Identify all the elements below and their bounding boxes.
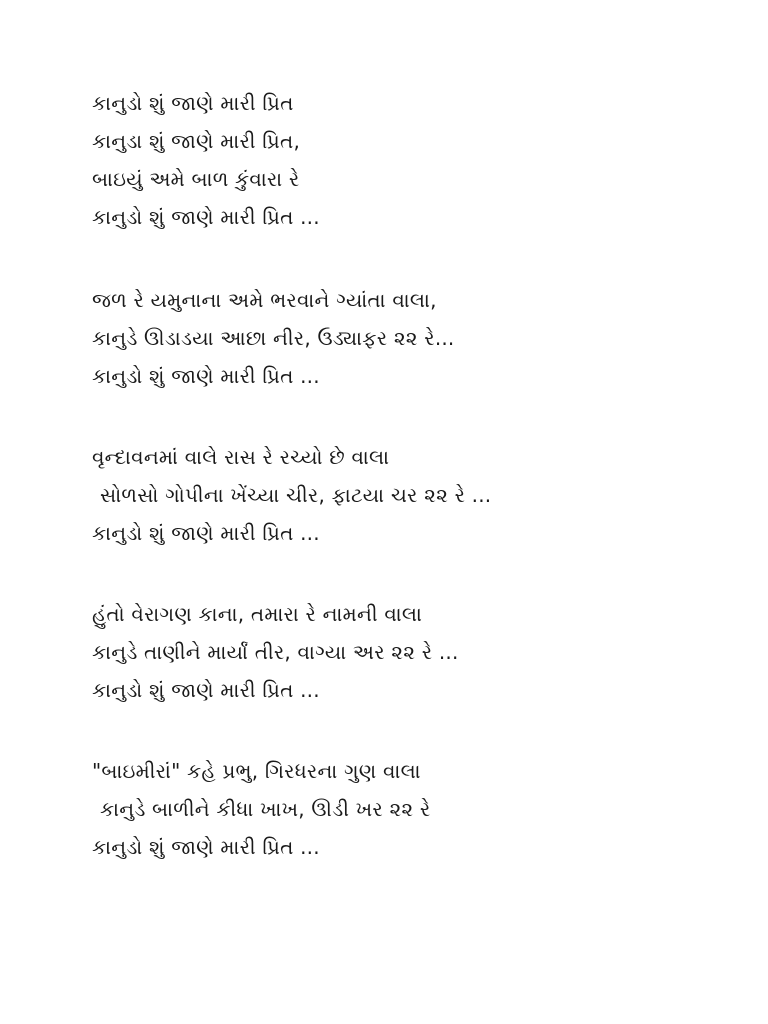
lyric-line: સોળસો ગોપીના ખેંચ્યા ચીર, ફાટયા ચર ૨૨ રે ...	[100, 483, 492, 507]
lyric-line: બાઇયું અમે બાળ કુંવારા રે	[92, 167, 300, 191]
lyric-line: કાનુડા શું જાણે મારી પ્રિત,	[92, 129, 301, 153]
lyric-line: કાનુડે ઊડાડયા આછા નીર, ઉડ્યાફર ૨૨ રે...	[92, 326, 455, 350]
refrain-line: કાનુડો શું જાણે મારી પ્રિત ...	[92, 835, 320, 859]
lyric-line: વૃન્દાવનમાં વાલે રાસ રે રચ્યો છે વાલા	[92, 445, 390, 469]
stanza-2	[92, 287, 732, 401]
stanza-3	[92, 444, 732, 558]
refrain-line: કાનુડો શું જાણે મારી પ્રિત ...	[92, 364, 320, 388]
lyric-line: "બાઇમીરાં" કહે પ્રભુ, ગિરધરના ગુણ વાલા	[92, 759, 421, 783]
refrain-line: કાનુડો શું જાણે મારી પ્રિત ...	[92, 521, 320, 545]
refrain-line: કાનુડો શું જાણે મારી પ્રિત ...	[92, 205, 320, 229]
lyric-line: કાનુડો શું જાણે મારી પ્રિત	[92, 91, 294, 115]
refrain-line: કાનુડો શું જાણે મારી પ્રિત ...	[92, 678, 320, 702]
lyric-line: હુંતો વેરાગણ કાના, તમારા રે નામની વાલા	[92, 602, 423, 626]
lyric-line: કાનુડે તાણીને માર્યાં તીર, વાગ્યા અર ૨૨ રે ...	[92, 640, 459, 664]
stanza-1	[92, 90, 732, 242]
lyric-line: કાનુડે બાળીને કીધા ખાખ, ઊડી ખર ૨૨ રે	[100, 797, 431, 821]
stanza-4	[92, 601, 732, 715]
stanza-5	[92, 758, 732, 872]
lyric-line: જળ રે યમુનાના અમે ભરવાને ગ્યાંતા વાલા,	[92, 288, 437, 312]
